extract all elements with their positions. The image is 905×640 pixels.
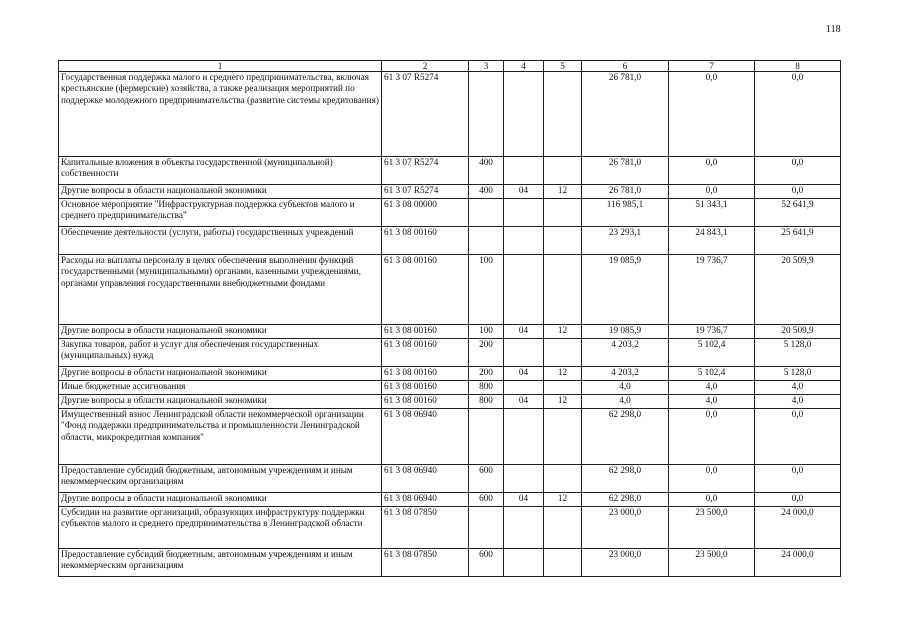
cell-value-6: 19 085,9 — [582, 325, 669, 339]
cell-col3: 100 — [469, 325, 504, 339]
cell-col5: 12 — [544, 367, 582, 381]
cell-name: Обеспечение деятельности (услуги, работы) государственных учреждений — [59, 227, 382, 255]
cell-name: Другие вопросы в области национальной экономики — [59, 493, 382, 507]
cell-name: Государственная поддержка малого и среднего предпринимательства, включая крестьянские (фермерские) хозяйства, а также реализация мероприятий по поддержке молодежного предпринимательства (развитие системы кредитования) — [59, 72, 382, 157]
cell-col3 — [469, 409, 504, 465]
cell-value-7: 0,0 — [669, 72, 755, 157]
cell-col3 — [469, 72, 504, 157]
cell-value-8: 0,0 — [755, 185, 841, 199]
cell-value-6: 62 298,0 — [582, 465, 669, 493]
table-row — [59, 199, 841, 227]
cell-value-6: 26 781,0 — [582, 157, 669, 185]
cell-value-8: 52 641,9 — [755, 199, 841, 227]
cell-col5 — [544, 409, 582, 465]
cell-value-7: 0,0 — [669, 465, 755, 493]
cell-code: 61 3 08 00160 — [382, 381, 469, 395]
cell-value-6: 4 203,2 — [582, 339, 669, 367]
cell-value-7: 5 102,4 — [669, 339, 755, 367]
cell-name: Расходы на выплаты персоналу в целях обеспечения выполнения функций государственными (муниципальными) органами, казенными учреждениями, органами управления государственными внебюджетными фондами — [59, 255, 382, 325]
cell-name: Другие вопросы в области национальной экономики — [59, 367, 382, 381]
cell-col5 — [544, 465, 582, 493]
table-row — [59, 325, 841, 339]
cell-col4: 04 — [504, 367, 544, 381]
cell-col4 — [504, 199, 544, 227]
cell-value-6: 23 293,1 — [582, 227, 669, 255]
cell-code: 61 3 08 00160 — [382, 255, 469, 325]
cell-col4: 04 — [504, 493, 544, 507]
cell-col3: 600 — [469, 493, 504, 507]
cell-col4: 04 — [504, 325, 544, 339]
cell-col3 — [469, 199, 504, 227]
table-row — [59, 227, 841, 255]
cell-col4 — [504, 255, 544, 325]
cell-value-8: 20 509,9 — [755, 325, 841, 339]
cell-name: Другие вопросы в области национальной экономики — [59, 185, 382, 199]
cell-name: Иные бюджетные ассигнования — [59, 381, 382, 395]
cell-col4 — [504, 507, 544, 549]
cell-value-7: 5 102,4 — [669, 367, 755, 381]
cell-value-6: 62 298,0 — [582, 409, 669, 465]
cell-name: Предоставление субсидий бюджетным, автономным учреждениям и иным некоммерческим организациям — [59, 549, 382, 577]
column-header: 8 — [755, 61, 841, 72]
table-row — [59, 493, 841, 507]
table-row — [59, 409, 841, 465]
cell-code: 61 3 08 00160 — [382, 339, 469, 367]
page-number: 118 — [826, 24, 841, 35]
cell-col4: 04 — [504, 395, 544, 409]
cell-code: 61 3 08 06940 — [382, 465, 469, 493]
cell-col4: 04 — [504, 185, 544, 199]
cell-col4 — [504, 409, 544, 465]
cell-col4 — [504, 227, 544, 255]
cell-col3: 200 — [469, 339, 504, 367]
cell-code: 61 3 08 00160 — [382, 325, 469, 339]
cell-col4 — [504, 339, 544, 367]
table-row — [59, 72, 841, 157]
cell-value-7: 4,0 — [669, 395, 755, 409]
cell-value-7: 0,0 — [669, 157, 755, 185]
cell-value-6: 23 000,0 — [582, 507, 669, 549]
cell-name: Имущественный взнос Ленинградской области некоммерческой организации "Фонд поддержки предпринимательства и промышленности Ленинградской области, микрокредитная компания" — [59, 409, 382, 465]
column-header: 3 — [469, 61, 504, 72]
cell-code: 61 3 08 00160 — [382, 367, 469, 381]
table-row — [59, 395, 841, 409]
cell-col5: 12 — [544, 185, 582, 199]
cell-value-7: 19 736,7 — [669, 325, 755, 339]
cell-value-8: 20 509,9 — [755, 255, 841, 325]
column-header: 2 — [382, 61, 469, 72]
cell-code: 61 3 08 00000 — [382, 199, 469, 227]
cell-col5 — [544, 255, 582, 325]
cell-code: 61 3 08 07850 — [382, 549, 469, 577]
cell-col3 — [469, 507, 504, 549]
cell-value-6: 23 000,0 — [582, 549, 669, 577]
cell-value-7: 23 500,0 — [669, 549, 755, 577]
cell-col3: 600 — [469, 465, 504, 493]
cell-value-8: 4,0 — [755, 381, 841, 395]
cell-col5: 12 — [544, 493, 582, 507]
cell-value-6: 4,0 — [582, 395, 669, 409]
cell-col4 — [504, 381, 544, 395]
cell-name: Другие вопросы в области национальной экономики — [59, 325, 382, 339]
cell-value-8: 24 000,0 — [755, 549, 841, 577]
cell-value-6: 26 781,0 — [582, 72, 669, 157]
table-row — [59, 465, 841, 493]
cell-value-7: 51 343,1 — [669, 199, 755, 227]
cell-col3: 100 — [469, 255, 504, 325]
cell-value-7: 23 500,0 — [669, 507, 755, 549]
cell-col4 — [504, 465, 544, 493]
budget-table — [58, 60, 841, 577]
cell-code: 61 3 08 00160 — [382, 395, 469, 409]
cell-name: Субсидии на развитие организаций, образующих инфраструктуру поддержки субъектов малого и среднего предпринимательства в Ленинградской области — [59, 507, 382, 549]
cell-col5: 12 — [544, 325, 582, 339]
cell-value-7: 4,0 — [669, 381, 755, 395]
table-row — [59, 255, 841, 325]
cell-col3: 600 — [469, 549, 504, 577]
cell-col5 — [544, 72, 582, 157]
table-row — [59, 339, 841, 367]
column-header: 5 — [544, 61, 582, 72]
cell-value-8: 4,0 — [755, 395, 841, 409]
cell-col5 — [544, 339, 582, 367]
cell-name: Закупка товаров, работ и услуг для обеспечения государственных (муниципальных) нужд — [59, 339, 382, 367]
cell-name: Капитальные вложения в объекты государственной (муниципальной) собственности — [59, 157, 382, 185]
cell-value-8: 0,0 — [755, 409, 841, 465]
cell-col5 — [544, 381, 582, 395]
table-row — [59, 157, 841, 185]
cell-code: 61 3 08 00160 — [382, 227, 469, 255]
cell-name: Основное мероприятие "Инфраструктурная поддержка субъектов малого и среднего предпринимательства" — [59, 199, 382, 227]
cell-value-8: 24 000,0 — [755, 507, 841, 549]
table-row — [59, 507, 841, 549]
cell-col4 — [504, 157, 544, 185]
cell-code: 61 3 08 07850 — [382, 507, 469, 549]
table-row — [59, 367, 841, 381]
cell-col4 — [504, 72, 544, 157]
cell-col3: 800 — [469, 395, 504, 409]
cell-col3: 800 — [469, 381, 504, 395]
cell-value-7: 24 843,1 — [669, 227, 755, 255]
cell-col4 — [504, 549, 544, 577]
table-header-row — [59, 61, 841, 72]
table-row — [59, 549, 841, 577]
cell-value-6: 4,0 — [582, 381, 669, 395]
cell-col5 — [544, 507, 582, 549]
cell-col5 — [544, 227, 582, 255]
cell-col3 — [469, 227, 504, 255]
cell-col3: 400 — [469, 157, 504, 185]
cell-code: 61 3 07 R5274 — [382, 157, 469, 185]
cell-col5: 12 — [544, 395, 582, 409]
cell-name: Другие вопросы в области национальной экономики — [59, 395, 382, 409]
cell-value-7: 0,0 — [669, 493, 755, 507]
cell-col5 — [544, 157, 582, 185]
cell-value-7: 19 736,7 — [669, 255, 755, 325]
cell-value-8: 0,0 — [755, 465, 841, 493]
cell-col3: 200 — [469, 367, 504, 381]
cell-value-8: 25 641,9 — [755, 227, 841, 255]
cell-code: 61 3 07 R5274 — [382, 72, 469, 157]
table-row — [59, 185, 841, 199]
column-header: 7 — [669, 61, 755, 72]
cell-value-6: 19 085,9 — [582, 255, 669, 325]
table-row — [59, 381, 841, 395]
cell-code: 61 3 08 06940 — [382, 493, 469, 507]
cell-value-8: 0,0 — [755, 72, 841, 157]
cell-value-8: 5 128,0 — [755, 339, 841, 367]
cell-col5 — [544, 549, 582, 577]
cell-code: 61 3 07 R5274 — [382, 185, 469, 199]
cell-value-6: 62 298,0 — [582, 493, 669, 507]
cell-value-7: 0,0 — [669, 409, 755, 465]
column-header: 6 — [582, 61, 669, 72]
cell-col5 — [544, 199, 582, 227]
cell-value-7: 0,0 — [669, 185, 755, 199]
cell-value-8: 5 128,0 — [755, 367, 841, 381]
cell-value-6: 26 781,0 — [582, 185, 669, 199]
cell-value-8: 0,0 — [755, 493, 841, 507]
column-header: 4 — [504, 61, 544, 72]
cell-value-6: 4 203,2 — [582, 367, 669, 381]
cell-name: Предоставление субсидий бюджетным, автономным учреждениям и иным некоммерческим организациям — [59, 465, 382, 493]
cell-value-6: 116 985,1 — [582, 199, 669, 227]
cell-code: 61 3 08 06940 — [382, 409, 469, 465]
column-header: 1 — [59, 61, 382, 72]
cell-value-8: 0,0 — [755, 157, 841, 185]
cell-col3: 400 — [469, 185, 504, 199]
